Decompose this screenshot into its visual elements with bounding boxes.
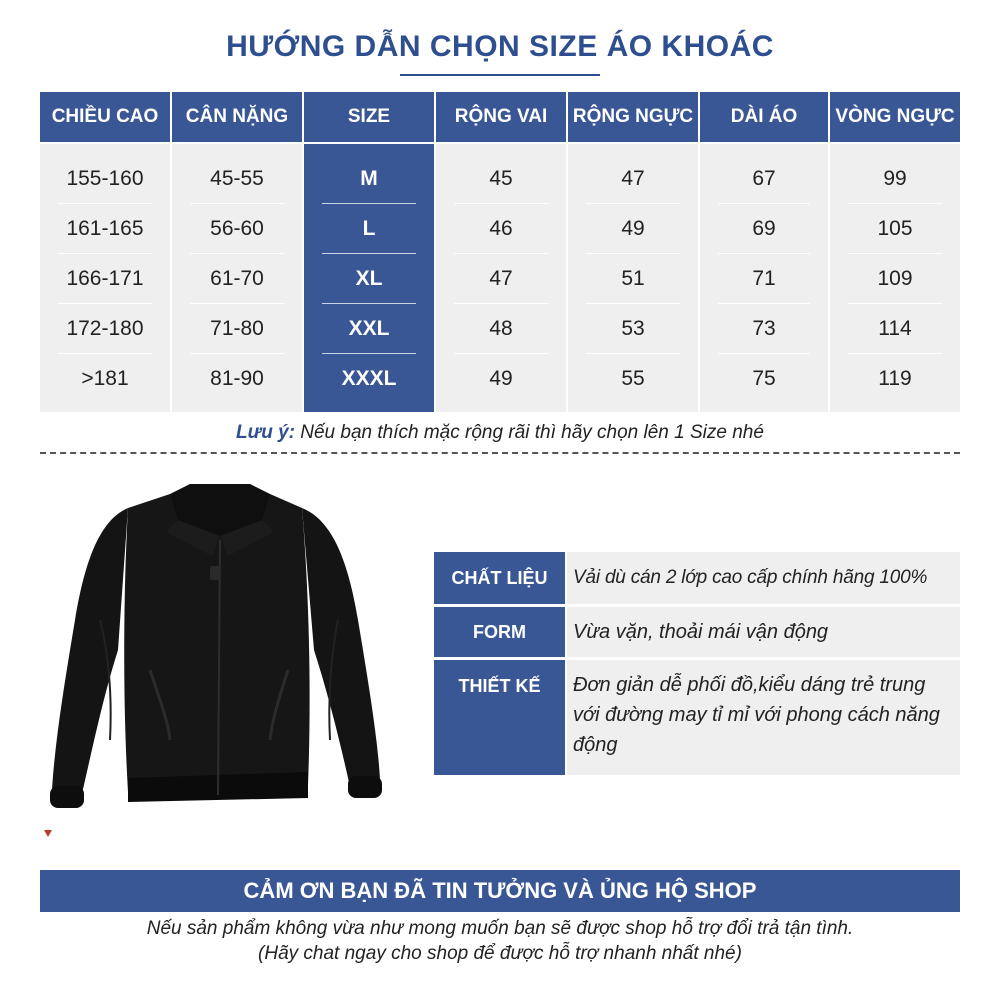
column-shoulder: [436, 92, 566, 412]
table-cell: 47: [454, 254, 548, 304]
column-chest-width: [568, 92, 698, 412]
dashed-divider: [40, 452, 960, 454]
column-height: [40, 92, 170, 412]
table-cell: 49: [489, 367, 513, 390]
title-underline: [400, 74, 600, 76]
info-value: Vừa vặn, thoải mái vận động: [567, 607, 960, 657]
table-cell: 119: [878, 367, 912, 390]
table-cell: 53: [586, 304, 680, 354]
red-mark-icon: [44, 830, 52, 837]
table-cell: 105: [848, 204, 942, 254]
table-cell: 56-60: [190, 204, 284, 254]
footer-line-2: (Hãy chat ngay cho shop để được hỗ trợ nhanh nhất nhé): [258, 943, 742, 964]
table-cell: 46: [454, 204, 548, 254]
table-cell: 71-80: [190, 304, 284, 354]
column-length: [700, 92, 828, 412]
info-value: Đơn giản dễ phối đồ,kiểu dáng trẻ trung với đường may tỉ mỉ với phong cách năng động: [567, 660, 960, 775]
table-cell: 172-180: [58, 304, 152, 354]
header-shoulder: RỘNG VAI: [436, 92, 566, 142]
info-row-design: [434, 660, 960, 775]
header-chest-circumference: VÒNG NGỰC: [830, 92, 960, 142]
table-cell: 166-171: [58, 254, 152, 304]
info-label: CHẤT LIỆU: [434, 552, 565, 604]
header-length: DÀI ÁO: [700, 92, 828, 142]
note-label: Lưu ý:: [236, 422, 295, 443]
note-text: Nếu bạn thích mặc rộng rãi thì hãy chọn lên 1 Size nhé: [300, 422, 764, 443]
table-cell: 114: [848, 304, 942, 354]
column-chest-circumference: [830, 92, 960, 412]
size-note: [0, 422, 1000, 444]
footer-line-1: Nếu sản phẩm không vừa như mong muốn bạn sẽ được shop hỗ trợ đổi trả tận tình.: [146, 918, 854, 939]
size-cell: M: [322, 154, 416, 204]
table-cell: 99: [848, 154, 942, 204]
info-row-material: [434, 552, 960, 604]
header-height: CHIỀU CAO: [40, 92, 170, 142]
table-cell: 61-70: [190, 254, 284, 304]
header-weight: CÂN NẶNG: [172, 92, 302, 142]
size-cell: L: [322, 204, 416, 254]
table-cell: 51: [586, 254, 680, 304]
size-table: [40, 92, 960, 412]
table-cell: 49: [586, 204, 680, 254]
header-size: SIZE: [304, 92, 434, 142]
jacket-illustration: [40, 480, 400, 840]
table-cell: 109: [848, 254, 942, 304]
table-cell: 67: [718, 154, 810, 204]
table-cell: 47: [586, 154, 680, 204]
table-cell: 73: [718, 304, 810, 354]
table-cell: 71: [718, 254, 810, 304]
size-cell: XXXL: [341, 367, 397, 390]
table-cell: 161-165: [58, 204, 152, 254]
info-value: Vải dù cán 2 lớp cao cấp chính hãng 100%: [567, 552, 960, 604]
jacket-image: [40, 480, 400, 840]
size-cell: XXL: [322, 304, 416, 354]
table-cell: 48: [454, 304, 548, 354]
table-cell: 55: [621, 367, 645, 390]
table-cell: 45-55: [190, 154, 284, 204]
info-label: THIẾT KẾ: [434, 660, 565, 775]
page-title: HƯỚNG DẪN CHỌN SIZE ÁO KHOÁC: [226, 30, 774, 63]
table-cell: 81-90: [210, 367, 264, 390]
table-cell: 45: [454, 154, 548, 204]
thank-you-banner: CẢM ƠN BẠN ĐÃ TIN TƯỞNG VÀ ỦNG HỘ SHOP: [40, 870, 960, 912]
size-cell: XL: [322, 254, 416, 304]
table-cell: 75: [752, 367, 776, 390]
header-chest-width: RỘNG NGỰC: [568, 92, 698, 142]
column-size: [304, 92, 434, 412]
table-cell: 155-160: [58, 154, 152, 204]
table-cell: 69: [718, 204, 810, 254]
info-label: FORM: [434, 607, 565, 657]
info-row-form: [434, 607, 960, 657]
table-cell: >181: [81, 367, 129, 390]
column-weight: [172, 92, 302, 412]
